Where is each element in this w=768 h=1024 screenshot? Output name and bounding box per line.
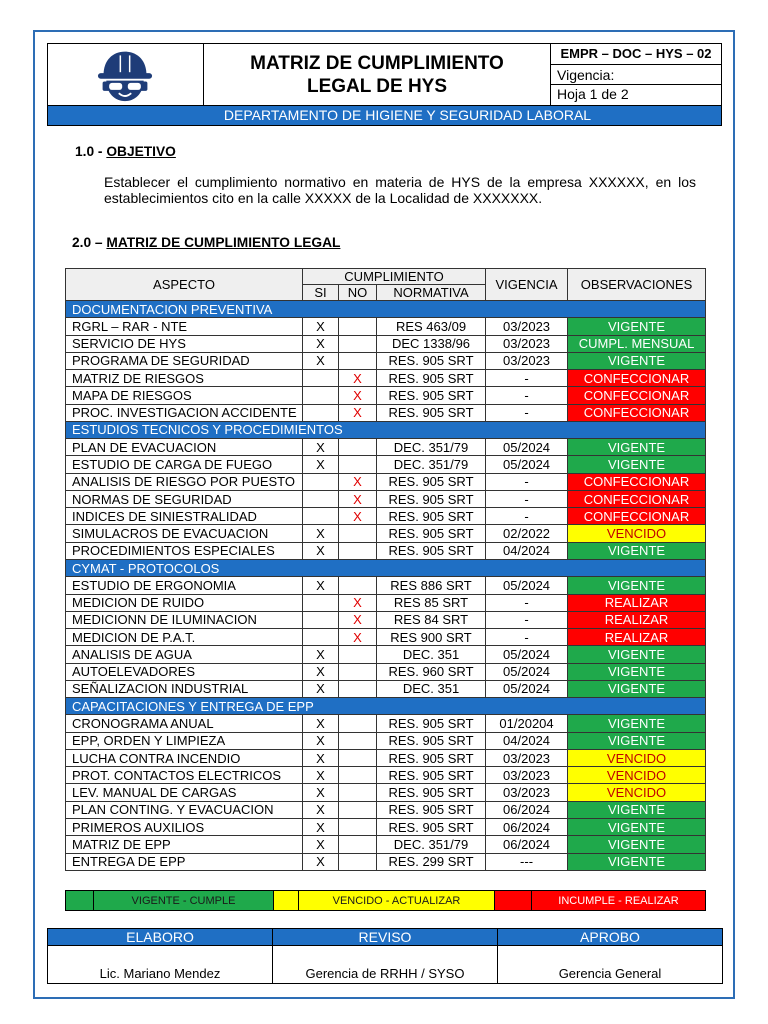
signature-header-elaboro: ELABORO (48, 929, 273, 946)
aspecto-cell: SIMULACROS DE EVACUACION (66, 525, 303, 542)
observacion-cell: VIGENTE (568, 853, 706, 870)
no-cell (339, 784, 377, 801)
signature-name-reviso: Gerencia de RRHH / SYSO (273, 946, 498, 984)
si-cell (303, 508, 339, 525)
table-row (66, 818, 706, 835)
normativa-cell: RES. 905 SRT (377, 801, 486, 818)
si-cell (303, 370, 339, 387)
vigencia-cell: - (486, 629, 568, 646)
si-cell (303, 387, 339, 404)
normativa-cell: RES. 905 SRT (377, 490, 486, 507)
table-row (66, 749, 706, 766)
header-cumplimiento: CUMPLIMIENTO (303, 269, 486, 285)
si-cell: X (303, 335, 339, 352)
header-si: SI (303, 285, 339, 301)
vigencia-cell: 03/2023 (486, 318, 568, 335)
table-row (66, 715, 706, 732)
observacion-cell: VIGENTE (568, 646, 706, 663)
si-cell: X (303, 646, 339, 663)
vigencia-cell: 04/2024 (486, 542, 568, 559)
vigencia-cell: 03/2023 (486, 352, 568, 369)
table-row (66, 836, 706, 853)
objective-title: OBJETIVO (106, 144, 176, 159)
vigencia-cell: - (486, 611, 568, 628)
no-cell: X (339, 370, 377, 387)
matrix-body (66, 301, 706, 871)
observacion-cell: VIGENTE (568, 663, 706, 680)
vigencia-cell: --- (486, 853, 568, 870)
aspecto-cell: ESTUDIO DE CARGA DE FUEGO (66, 456, 303, 473)
si-cell (303, 611, 339, 628)
normativa-cell: DEC 1338/96 (377, 335, 486, 352)
normativa-cell: RES 900 SRT (377, 629, 486, 646)
normativa-cell: RES. 905 SRT (377, 525, 486, 542)
si-cell: X (303, 818, 339, 835)
table-row (66, 370, 706, 387)
aspecto-cell: MATRIZ DE EPP (66, 836, 303, 853)
signature-name-aprobo: Gerencia General (498, 946, 723, 984)
aspecto-cell: CRONOGRAMA ANUAL (66, 715, 303, 732)
document-title (203, 44, 551, 105)
normativa-cell: RES. 905 SRT (377, 732, 486, 749)
aspecto-cell: INDICES DE SINIESTRALIDAD (66, 508, 303, 525)
no-cell (339, 646, 377, 663)
normativa-cell: RES. 905 SRT (377, 404, 486, 421)
si-cell: X (303, 853, 339, 870)
observacion-cell: CONFECCIONAR (568, 404, 706, 421)
si-cell: X (303, 715, 339, 732)
vigencia-cell: 05/2024 (486, 439, 568, 456)
matrix-title: MATRIZ DE CUMPLIMIENTO LEGAL (106, 235, 341, 250)
legend-swatch-yellow (274, 891, 299, 911)
vigencia-cell: 01/20204 (486, 715, 568, 732)
no-cell (339, 663, 377, 680)
section-row (66, 421, 706, 438)
normativa-cell: RES 84 SRT (377, 611, 486, 628)
aspecto-cell: PLAN DE EVACUACION (66, 439, 303, 456)
table-row (66, 611, 706, 628)
si-cell: X (303, 525, 339, 542)
no-cell (339, 680, 377, 697)
vigencia-cell: 04/2024 (486, 732, 568, 749)
vigencia-cell: 06/2024 (486, 836, 568, 853)
aspecto-cell: ANALISIS DE RIESGO POR PUESTO (66, 473, 303, 490)
table-row (66, 577, 706, 594)
no-cell (339, 732, 377, 749)
vigencia-cell: 03/2023 (486, 767, 568, 784)
no-cell (339, 318, 377, 335)
observacion-cell: VIGENTE (568, 456, 706, 473)
normativa-cell: RES. 905 SRT (377, 749, 486, 766)
si-cell: X (303, 767, 339, 784)
aspecto-cell: ESTUDIO DE ERGONOMIA (66, 577, 303, 594)
no-cell (339, 818, 377, 835)
table-row (66, 456, 706, 473)
normativa-cell: RES. 905 SRT (377, 767, 486, 784)
no-cell (339, 715, 377, 732)
observacion-cell: VIGENTE (568, 542, 706, 559)
aspecto-cell: PROT. CONTACTOS ELECTRICOS (66, 767, 303, 784)
vigencia-cell: - (486, 594, 568, 611)
observacion-cell: VENCIDO (568, 784, 706, 801)
signature-header-reviso: REVISO (273, 929, 498, 946)
observacion-cell: CONFECCIONAR (568, 508, 706, 525)
vigencia-cell: - (486, 370, 568, 387)
si-cell: X (303, 456, 339, 473)
vigencia-cell: - (486, 473, 568, 490)
observacion-cell: VIGENTE (568, 818, 706, 835)
title-line-1: MATRIZ DE CUMPLIMIENTO (250, 52, 504, 74)
normativa-cell: RES 85 SRT (377, 594, 486, 611)
section-row (66, 301, 706, 318)
normativa-cell: RES. 299 SRT (377, 853, 486, 870)
vigencia-cell: - (486, 490, 568, 507)
table-row (66, 490, 706, 507)
observacion-cell: VIGENTE (568, 836, 706, 853)
table-row (66, 404, 706, 421)
aspecto-cell: LEV. MANUAL DE CARGAS (66, 784, 303, 801)
observacion-cell: VIGENTE (568, 680, 706, 697)
vigencia-cell: 03/2023 (486, 784, 568, 801)
si-cell (303, 490, 339, 507)
si-cell: X (303, 352, 339, 369)
no-cell (339, 749, 377, 766)
observacion-cell: VIGENTE (568, 732, 706, 749)
header-observaciones: OBSERVACIONES (568, 269, 706, 301)
normativa-cell: DEC. 351 (377, 680, 486, 697)
table-row (66, 542, 706, 559)
legend-label-vigente: VIGENTE - CUMPLE (94, 891, 274, 911)
observacion-cell: CONFECCIONAR (568, 473, 706, 490)
observacion-cell: VIGENTE (568, 439, 706, 456)
observacion-cell: CUMPL. MENSUAL (568, 335, 706, 352)
table-row (66, 387, 706, 404)
no-cell (339, 542, 377, 559)
objective-number: 1.0 - (75, 144, 103, 159)
aspecto-cell: SERVICIO DE HYS (66, 335, 303, 352)
observacion-cell: VENCIDO (568, 749, 706, 766)
si-cell: X (303, 836, 339, 853)
table-row (66, 732, 706, 749)
aspecto-cell: PROC. INVESTIGACION ACCIDENTE (66, 404, 303, 421)
normativa-cell: DEC. 351/79 (377, 456, 486, 473)
table-row (66, 784, 706, 801)
section-row (66, 698, 706, 715)
table-row (66, 525, 706, 542)
si-cell: X (303, 749, 339, 766)
header-no: NO (339, 285, 377, 301)
vigencia-cell: 03/2023 (486, 335, 568, 352)
no-cell: X (339, 629, 377, 646)
observacion-cell: CONFECCIONAR (568, 370, 706, 387)
normativa-cell: RES. 905 SRT (377, 784, 486, 801)
table-row (66, 439, 706, 456)
observacion-cell: VIGENTE (568, 577, 706, 594)
normativa-cell: RES. 905 SRT (377, 715, 486, 732)
normativa-cell: RES. 905 SRT (377, 818, 486, 835)
si-cell: X (303, 801, 339, 818)
si-cell: X (303, 732, 339, 749)
observacion-cell: REALIZAR (568, 611, 706, 628)
aspecto-cell: MATRIZ DE RIESGOS (66, 370, 303, 387)
normativa-cell: DEC. 351/79 (377, 439, 486, 456)
no-cell (339, 335, 377, 352)
normativa-cell: RES. 905 SRT (377, 542, 486, 559)
table-row (66, 473, 706, 490)
table-row (66, 680, 706, 697)
no-cell (339, 853, 377, 870)
si-cell: X (303, 663, 339, 680)
legend-label-vencido: VENCIDO - ACTUALIZAR (299, 891, 495, 911)
normativa-cell: RES 463/09 (377, 318, 486, 335)
no-cell: X (339, 508, 377, 525)
section-title: CYMAT - PROTOCOLOS (66, 559, 706, 576)
table-row (66, 629, 706, 646)
aspecto-cell: LUCHA CONTRA INCENDIO (66, 749, 303, 766)
normativa-cell: RES. 905 SRT (377, 370, 486, 387)
no-cell (339, 456, 377, 473)
table-row (66, 594, 706, 611)
header-vigencia: VIGENCIA (486, 269, 568, 301)
department-band: DEPARTAMENTO DE HIGIENE Y SEGURIDAD LABORAL (47, 105, 722, 126)
observacion-cell: CONFECCIONAR (568, 387, 706, 404)
no-cell: X (339, 611, 377, 628)
vigencia-cell: 06/2024 (486, 818, 568, 835)
no-cell (339, 801, 377, 818)
observacion-cell: CONFECCIONAR (568, 490, 706, 507)
observacion-cell: VIGENTE (568, 352, 706, 369)
legend-swatch-green (66, 891, 94, 911)
si-cell: X (303, 784, 339, 801)
vigencia-cell: 05/2024 (486, 577, 568, 594)
table-row (66, 335, 706, 352)
observacion-cell: REALIZAR (568, 629, 706, 646)
aspecto-cell: MEDICION DE P.A.T. (66, 629, 303, 646)
normativa-cell: RES. 960 SRT (377, 663, 486, 680)
document-info (551, 44, 721, 105)
section-title: DOCUMENTACION PREVENTIVA (66, 301, 706, 318)
vigencia-cell: 02/2022 (486, 525, 568, 542)
page-info: Hoja 1 de 2 (551, 84, 721, 103)
vigencia-cell: 05/2024 (486, 680, 568, 697)
normativa-cell: DEC. 351/79 (377, 836, 486, 853)
observacion-cell: VIGENTE (568, 715, 706, 732)
normativa-cell: DEC. 351 (377, 646, 486, 663)
signature-name-elaboro: Lic. Mariano Mendez (48, 946, 273, 984)
si-cell (303, 629, 339, 646)
status-legend (65, 890, 706, 911)
aspecto-cell: MEDICIONN DE ILUMINACION (66, 611, 303, 628)
aspecto-cell: AUTOELEVADORES (66, 663, 303, 680)
header-normativa: NORMATIVA (377, 285, 486, 301)
vigencia-cell: 05/2024 (486, 663, 568, 680)
no-cell (339, 525, 377, 542)
vigencia-label: Vigencia: (551, 64, 721, 84)
table-row (66, 801, 706, 818)
vigencia-cell: 06/2024 (486, 801, 568, 818)
aspecto-cell: PROGRAMA DE SEGURIDAD (66, 352, 303, 369)
signature-table (47, 928, 723, 984)
table-row (66, 508, 706, 525)
no-cell: X (339, 473, 377, 490)
signature-header-aprobo: APROBO (498, 929, 723, 946)
no-cell: X (339, 594, 377, 611)
si-cell (303, 404, 339, 421)
document-code: EMPR – DOC – HYS – 02 (560, 46, 712, 61)
title-line-2: LEGAL DE HYS (306, 75, 448, 97)
vigencia-cell: - (486, 508, 568, 525)
normativa-cell: RES. 905 SRT (377, 508, 486, 525)
objective-heading (75, 144, 176, 160)
header-aspecto: ASPECTO (66, 269, 303, 301)
aspecto-cell: PROCEDIMIENTOS ESPECIALES (66, 542, 303, 559)
si-cell: X (303, 680, 339, 697)
table-row (66, 318, 706, 335)
si-cell: X (303, 318, 339, 335)
legend-label-incumple: INCUMPLE - REALIZAR (532, 891, 706, 911)
matrix-number: 2.0 – (72, 235, 103, 250)
si-cell: X (303, 439, 339, 456)
table-row (66, 646, 706, 663)
aspecto-cell: EPP, ORDEN Y LIMPIEZA (66, 732, 303, 749)
no-cell: X (339, 387, 377, 404)
no-cell: X (339, 490, 377, 507)
si-cell: X (303, 542, 339, 559)
table-row (66, 663, 706, 680)
aspecto-cell: SEÑALIZACION INDUSTRIAL (66, 680, 303, 697)
table-row (66, 767, 706, 784)
document-header (47, 43, 722, 106)
normativa-cell: RES. 905 SRT (377, 387, 486, 404)
observacion-cell: VIGENTE (568, 801, 706, 818)
no-cell (339, 767, 377, 784)
legend-swatch-red (495, 891, 532, 911)
compliance-matrix-table (65, 268, 706, 871)
section-title: ESTUDIOS TECNICOS Y PROCEDIMIENTOS (66, 421, 706, 438)
aspecto-cell: MEDICION DE RUIDO (66, 594, 303, 611)
objective-text: Establecer el cumplimiento normativo en materia de HYS de la empresa XXXXXX, en los establecimientos cito en la calle XXXXX de la Localidad de XXXXXXX. (104, 174, 696, 206)
table-row (66, 853, 706, 870)
observacion-cell: VENCIDO (568, 525, 706, 542)
aspecto-cell: MAPA DE RIESGOS (66, 387, 303, 404)
aspecto-cell: ANALISIS DE AGUA (66, 646, 303, 663)
observacion-cell: VIGENTE (568, 318, 706, 335)
observacion-cell: VENCIDO (568, 767, 706, 784)
no-cell (339, 836, 377, 853)
table-row (66, 352, 706, 369)
aspecto-cell: PLAN CONTING. Y EVACUACION (66, 801, 303, 818)
section-row (66, 559, 706, 576)
si-cell: X (303, 577, 339, 594)
vigencia-cell: - (486, 404, 568, 421)
vigencia-cell: - (486, 387, 568, 404)
si-cell (303, 594, 339, 611)
section-title: CAPACITACIONES Y ENTREGA DE EPP (66, 698, 706, 715)
no-cell (339, 577, 377, 594)
normativa-cell: RES. 905 SRT (377, 473, 486, 490)
no-cell (339, 439, 377, 456)
normativa-cell: RES 886 SRT (377, 577, 486, 594)
aspecto-cell: RGRL – RAR - NTE (66, 318, 303, 335)
logo-cell (48, 44, 203, 105)
matrix-heading (72, 235, 340, 251)
safety-helmet-worker-icon (95, 47, 155, 103)
normativa-cell: RES. 905 SRT (377, 352, 486, 369)
vigencia-cell: 05/2024 (486, 456, 568, 473)
vigencia-cell: 03/2023 (486, 749, 568, 766)
aspecto-cell: PRIMEROS AUXILIOS (66, 818, 303, 835)
aspecto-cell: ENTREGA DE EPP (66, 853, 303, 870)
vigencia-cell: 05/2024 (486, 646, 568, 663)
no-cell (339, 352, 377, 369)
no-cell: X (339, 404, 377, 421)
si-cell (303, 473, 339, 490)
aspecto-cell: NORMAS DE SEGURIDAD (66, 490, 303, 507)
observacion-cell: REALIZAR (568, 594, 706, 611)
